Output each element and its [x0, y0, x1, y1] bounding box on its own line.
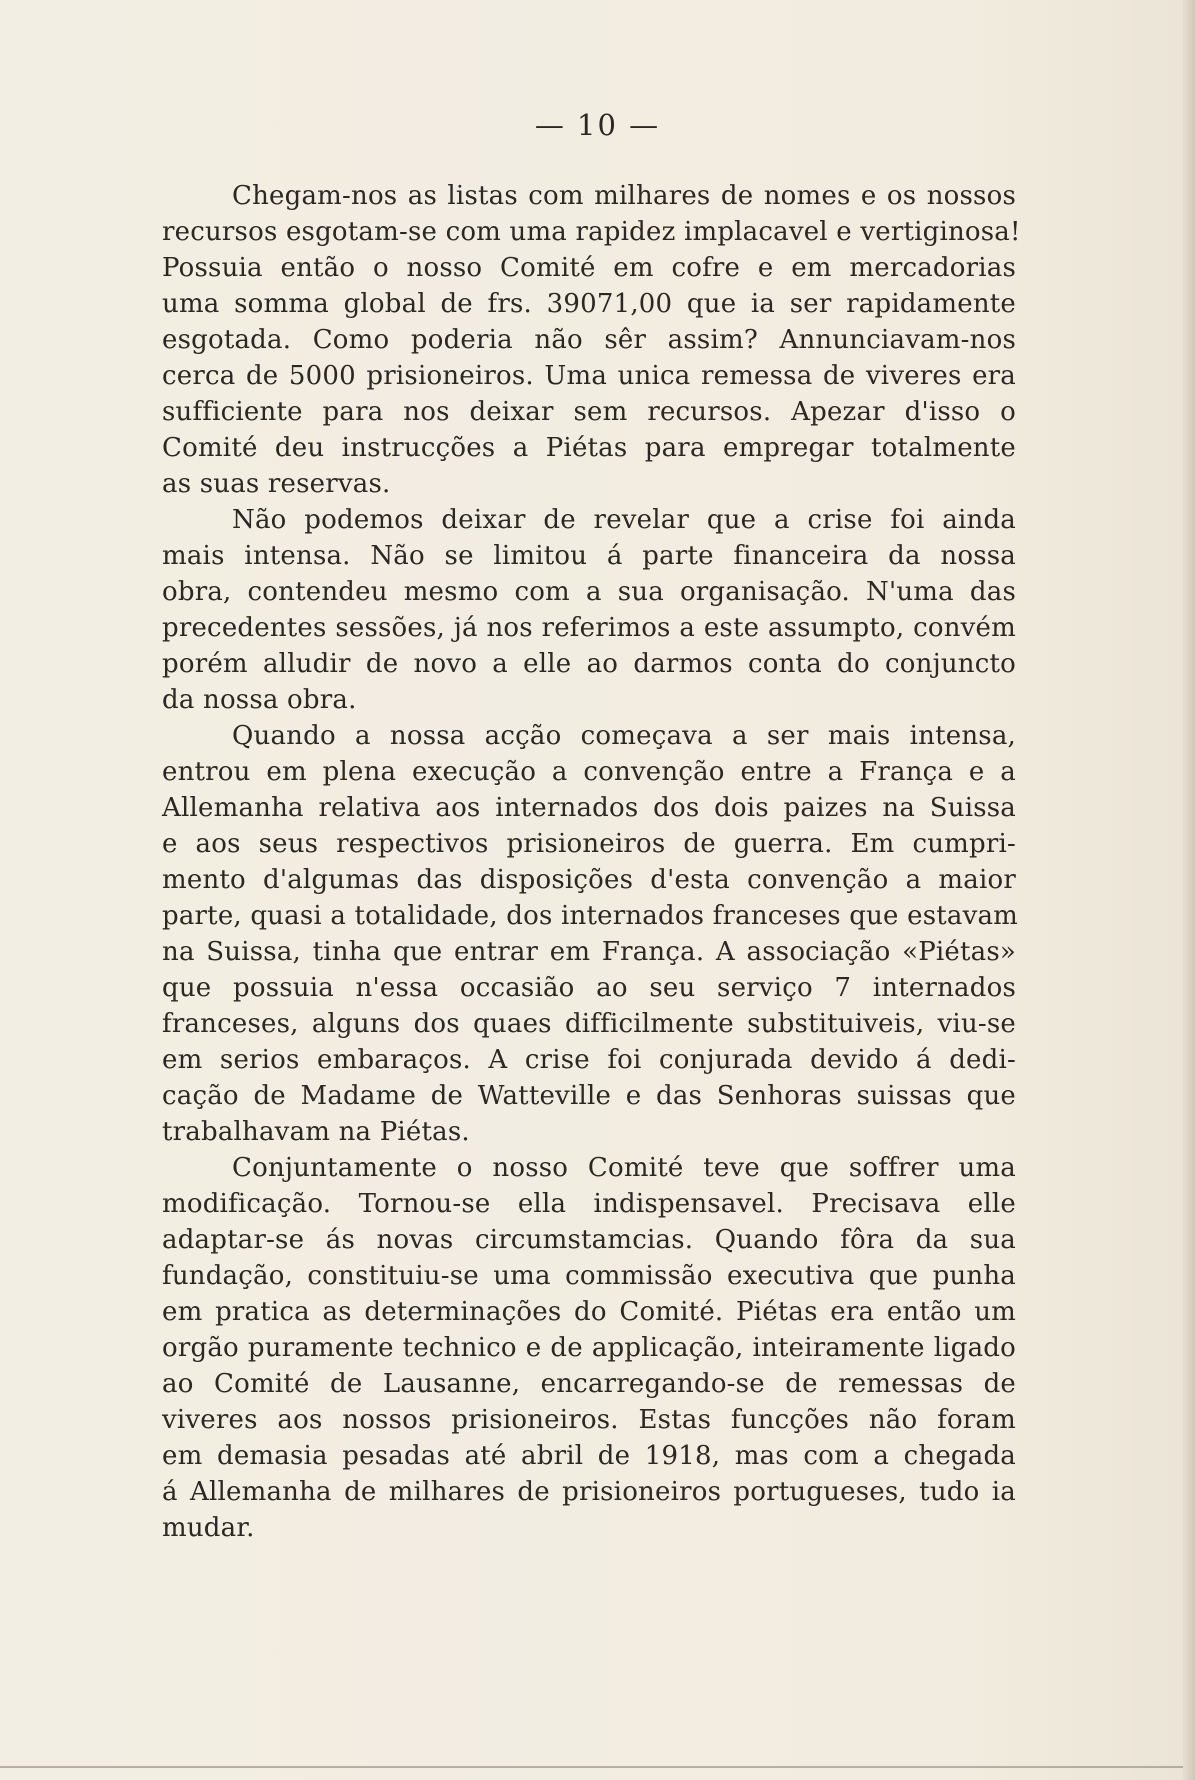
text-line: modificação. Tornou-se ella indispensavel. Precisava elle — [162, 1189, 1016, 1219]
text-line: da nossa obra. — [162, 685, 357, 715]
text-line: mento d'algumas das disposições d'esta convenção a maior — [162, 865, 1016, 895]
text-line: cação de Madame de Watteville e das Senhoras suissas que — [162, 1081, 1016, 1111]
text-line: trabalhavam na Piétas. — [162, 1117, 470, 1147]
body-text — [162, 178, 1021, 1546]
text-line: precedentes sessões, já nos referimos a este assumpto, convém — [162, 613, 1016, 643]
text-line: esgotada. Como poderia não sêr assim? Annunciavam-nos — [162, 325, 1016, 355]
bottom-rule — [0, 1766, 1183, 1768]
text-line: uma somma global de frs. 39071,00 que ia ser rapidamente — [162, 289, 1016, 319]
text-line: adaptar-se ás novas circumstamcias. Quando fôra da sua — [162, 1225, 1016, 1255]
text-line: em pratica as determinações do Comité. Piétas era então um — [162, 1297, 1016, 1327]
text-line: cerca de 5000 prisioneiros. Uma unica remessa de viveres era — [162, 361, 1016, 391]
text-line: Quando a nossa acção começava a ser mais intensa, — [232, 721, 1016, 751]
text-line: recursos esgotam-se com uma rapidez implacavel e vertiginosa! — [162, 217, 1021, 247]
text-line: em serios embaraços. A crise foi conjurada devido á dedi- — [162, 1045, 1016, 1075]
text-line: Comité deu instrucções a Piétas para empregar totalmente — [162, 433, 1016, 463]
page-edge — [1183, 0, 1195, 1780]
text-line: Possuia então o nosso Comité em cofre e em mercadorias — [162, 253, 1016, 283]
page-number: — 10 — — [534, 108, 661, 142]
text-line: Chegam-nos as listas com milhares de nomes e os nossos — [232, 181, 1016, 211]
text-line: fundação, constituiu-se uma commissão executiva que punha — [162, 1261, 1016, 1291]
text-line: mais intensa. Não se limitou á parte financeira da nossa — [162, 541, 1016, 571]
text-line: Não podemos deixar de revelar que a crise foi ainda — [232, 505, 1016, 535]
text-line: na Suissa, tinha que entrar em França. A associação «Piétas» — [162, 937, 1016, 967]
text-line: obra, contendeu mesmo com a sua organisação. N'uma das — [162, 577, 1016, 607]
text-line: viveres aos nossos prisioneiros. Estas funcções não foram — [162, 1405, 1016, 1435]
text-line: franceses, alguns dos quaes difficilmente substituiveis, viu-se — [162, 1009, 1016, 1039]
text-line: mudar. — [162, 1513, 255, 1543]
text-line: parte, quasi a totalidade, dos internados franceses que estavam — [162, 901, 1019, 931]
text-line: as suas reservas. — [162, 469, 391, 499]
text-line: sufficiente para nos deixar sem recursos. Apezar d'isso o — [162, 397, 1016, 427]
text-line: Conjuntamente o nosso Comité teve que soffrer uma — [232, 1153, 1016, 1183]
text-line: porém alludir de novo a elle ao darmos conta do conjuncto — [162, 649, 1016, 679]
text-line: e aos seus respectivos prisioneiros de guerra. Em cumpri- — [162, 829, 1016, 859]
text-line: á Allemanha de milhares de prisioneiros portugueses, tudo ia — [162, 1477, 1016, 1507]
text-line: Allemanha relativa aos internados dos dois paizes na Suissa — [162, 793, 1016, 823]
text-line: que possuia n'essa occasião ao seu serviço 7 internados — [162, 973, 1016, 1003]
text-line: em demasia pesadas até abril de 1918, mas com a chegada — [162, 1441, 1016, 1471]
text-line: orgão puramente technico e de applicação, inteiramente ligado — [162, 1333, 1016, 1363]
text-line: entrou em plena execução a convenção entre a França e a — [162, 757, 1016, 787]
text-line: ao Comité de Lausanne, encarregando-se de remessas de — [162, 1369, 1016, 1399]
